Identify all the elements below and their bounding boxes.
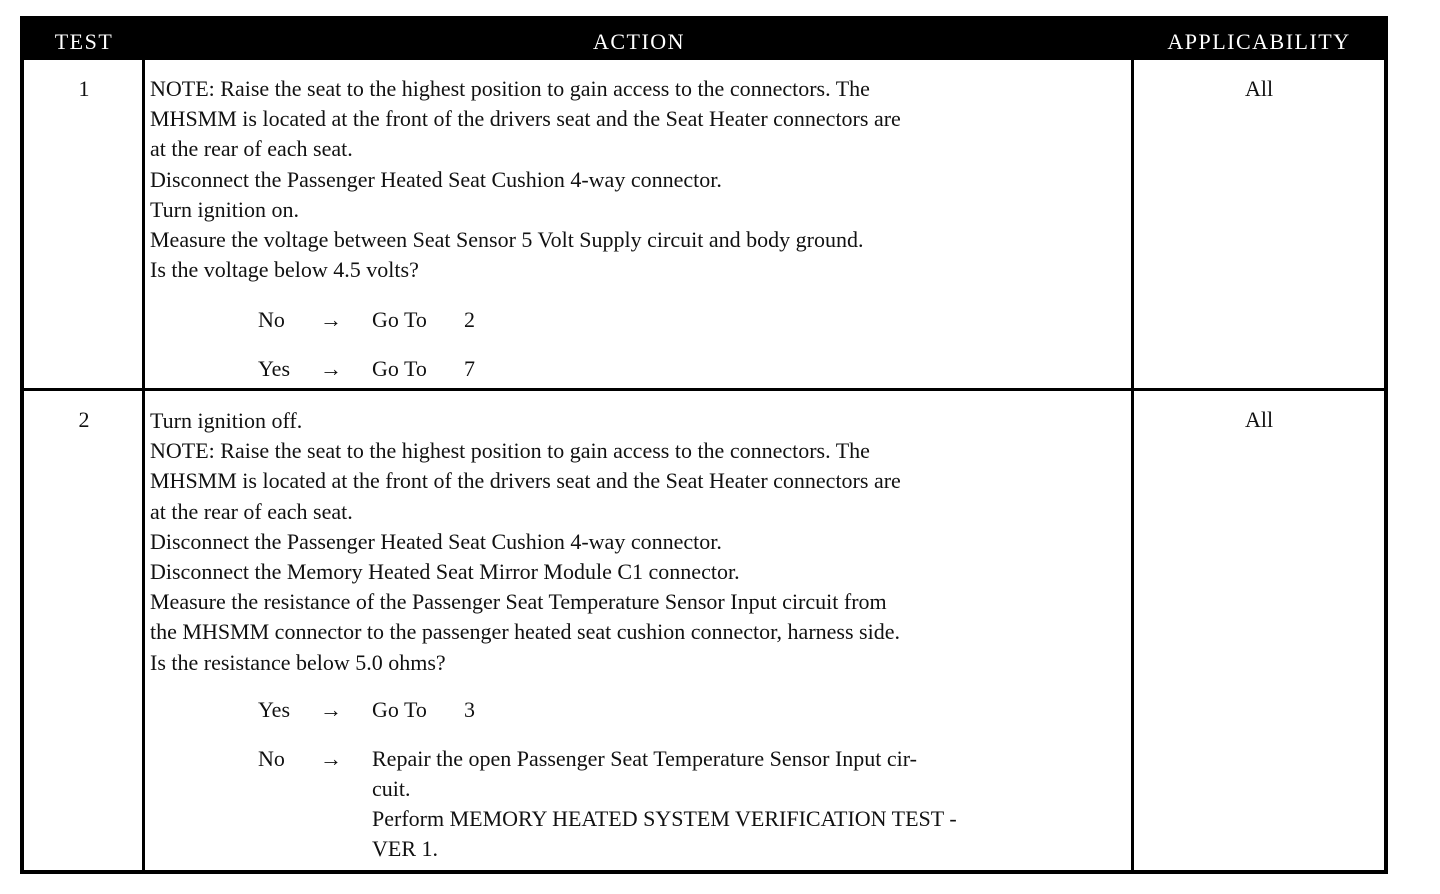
goto-target: 2	[464, 307, 475, 332]
action-line: NOTE: Raise the seat to the highest position to gain access to the connectors. The	[150, 438, 870, 464]
action-line: Measure the voltage between Seat Sensor 5 Volt Supply circuit and body ground.	[150, 227, 864, 253]
arrow-icon: →	[320, 307, 342, 332]
repair-line: VER 1.	[372, 836, 438, 861]
header-applicability: APPLICABILITY	[1167, 29, 1351, 54]
applicability-value: All	[1244, 407, 1274, 432]
arrow-icon: →	[320, 746, 342, 771]
repair-instruction	[372, 744, 1128, 864]
answer-label: Yes	[258, 697, 291, 722]
column-divider-action	[1131, 60, 1134, 874]
action-line: Is the resistance below 5.0 ohms?	[150, 649, 446, 675]
decision-branch	[258, 744, 1130, 864]
answer-label: No	[258, 746, 285, 771]
decision-branch	[258, 354, 658, 384]
decision-branch	[258, 305, 658, 335]
header-action: ACTION	[592, 29, 686, 54]
test-number: 1	[78, 76, 90, 101]
action-line: NOTE: Raise the seat to the highest position to gain access to the connectors. The	[150, 76, 870, 101]
action-line: Disconnect the Passenger Heated Seat Cushion 4-way connector.	[150, 166, 722, 192]
arrow-icon: →	[320, 356, 342, 381]
action-line: Disconnect the Passenger Heated Seat Cushion 4-way connector.	[150, 528, 722, 554]
column-divider-test	[142, 60, 145, 874]
repair-line: cuit.	[372, 776, 411, 801]
action-line: Disconnect the Memory Heated Seat Mirror Module C1 connector.	[150, 559, 740, 585]
action-line: at the rear of each seat.	[150, 136, 353, 162]
repair-line: Repair the open Passenger Seat Temperature Sensor Input cir-	[372, 746, 917, 771]
arrow-icon: →	[320, 697, 342, 722]
goto-label: Go To	[372, 356, 427, 381]
action-line: at the rear of each seat.	[150, 498, 353, 524]
test-number: 2	[78, 407, 90, 432]
answer-label: No	[258, 307, 285, 332]
applicability-value: All	[1244, 76, 1274, 101]
goto-target: 3	[464, 697, 475, 722]
action-text	[150, 74, 1130, 285]
goto-label: Go To	[372, 697, 427, 722]
goto-label: Go To	[372, 307, 427, 332]
action-line: Turn ignition on.	[150, 196, 299, 222]
decision-branch	[258, 695, 658, 725]
action-text	[150, 406, 1130, 678]
diagnostic-table	[20, 16, 1388, 874]
action-line: MHSMM is located at the front of the drivers seat and the Seat Heater connectors are	[150, 106, 901, 132]
action-line: Measure the resistance of the Passenger Seat Temperature Sensor Input circuit from	[150, 589, 887, 615]
action-line: the MHSMM connector to the passenger heated seat cushion connector, harness side.	[150, 619, 900, 645]
goto-target: 7	[464, 356, 475, 381]
table-header	[24, 20, 1384, 60]
action-line: Turn ignition off.	[150, 408, 303, 433]
answer-label: Yes	[258, 356, 291, 381]
action-line: Is the voltage below 4.5 volts?	[150, 257, 419, 283]
row-divider	[24, 388, 1384, 391]
header-test: TEST	[54, 29, 114, 54]
action-line: MHSMM is located at the front of the drivers seat and the Seat Heater connectors are	[150, 468, 901, 494]
repair-line: Perform MEMORY HEATED SYSTEM VERIFICATION TEST -	[372, 806, 957, 831]
